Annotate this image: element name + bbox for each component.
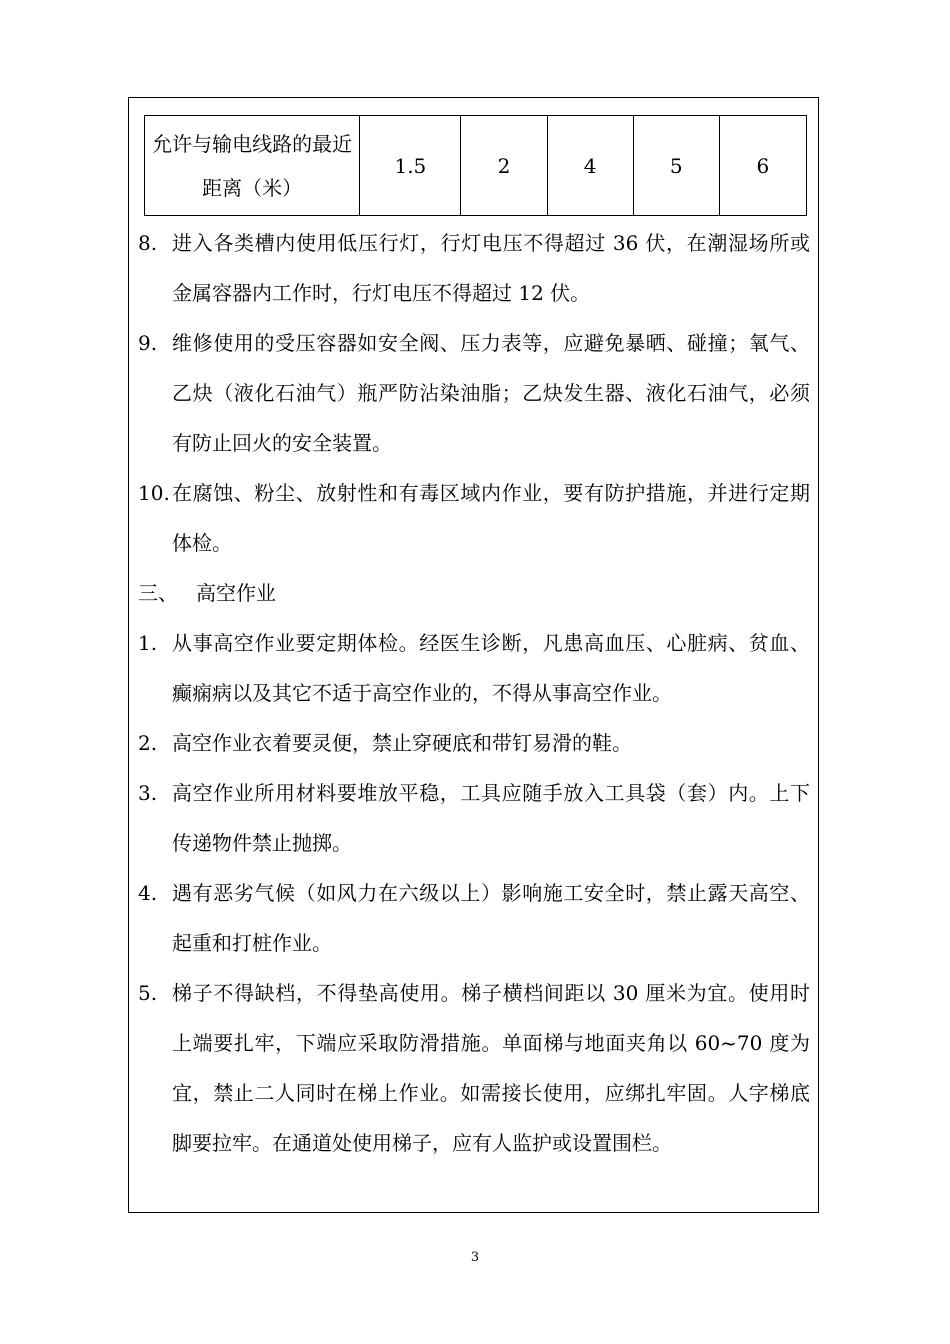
distance-value-cell: 4 xyxy=(547,116,633,216)
list-item xyxy=(138,768,810,868)
table-row xyxy=(145,116,807,216)
list-item xyxy=(138,618,810,718)
distance-table xyxy=(144,115,807,216)
distance-value-cell: 6 xyxy=(719,116,806,216)
distance-value-cell: 5 xyxy=(633,116,719,216)
item-number: 5. xyxy=(138,981,158,1005)
document-body xyxy=(138,218,810,1168)
item-text: 进入各类槽内使用低压行灯，行灯电压不得超过 36 伏，在潮湿场所或金属容器内工作时，行灯电压不得超过 12 伏。 xyxy=(172,231,810,305)
list-item xyxy=(138,868,810,968)
item-number: 1. xyxy=(138,631,158,655)
list-item xyxy=(138,468,810,568)
item-text: 梯子不得缺档，不得垫高使用。梯子横档间距以 30 厘米为宜。使用时上端要扎牢，下端应采取防滑措施。单面梯与地面夹角以 60~70 度为宜，禁止二人同时在梯上作业。如需接长使用，应绑扎牢固。人字梯底脚要拉牢。在通道处使用梯子，应有人监护或设置围栏。 xyxy=(172,981,810,1155)
section-title: 高空作业 xyxy=(196,581,276,605)
item-text: 在腐蚀、粉尘、放射性和有毒区域内作业，要有防护措施，并进行定期体检。 xyxy=(172,481,810,555)
item-number: 2. xyxy=(138,731,158,755)
distance-value-cell: 2 xyxy=(461,116,547,216)
item-number: 9. xyxy=(138,331,158,355)
distance-label-cell: 允许与输电线路的最近距离（米） xyxy=(145,116,360,216)
section-heading xyxy=(138,568,810,618)
item-number: 8. xyxy=(138,231,158,255)
page-number: 3 xyxy=(470,1250,480,1265)
item-text: 高空作业衣着要灵便，禁止穿硬底和带钉易滑的鞋。 xyxy=(172,731,632,755)
item-number: 3. xyxy=(138,781,158,805)
list-item xyxy=(138,318,810,468)
distance-value-cell: 1.5 xyxy=(360,116,461,216)
list-item xyxy=(138,218,810,318)
item-text: 高空作业所用材料要堆放平稳，工具应随手放入工具袋（套）内。上下传递物件禁止抛掷。 xyxy=(172,781,810,855)
section-number: 三、 xyxy=(138,581,178,605)
item-number: 4. xyxy=(138,881,158,905)
item-text: 遇有恶劣气候（如风力在六级以上）影响施工安全时，禁止露天高空、起重和打桩作业。 xyxy=(172,881,810,955)
item-number: 10. xyxy=(138,481,170,505)
list-item xyxy=(138,968,810,1168)
list-item xyxy=(138,718,810,768)
item-text: 维修使用的受压容器如安全阀、压力表等，应避免暴晒、碰撞；氧气、乙炔（液化石油气）瓶严防沾染油脂；乙炔发生器、液化石油气，必须有防止回火的安全装置。 xyxy=(172,331,810,455)
item-text: 从事高空作业要定期体检。经医生诊断，凡患高血压、心脏病、贫血、癫痫病以及其它不适于高空作业的，不得从事高空作业。 xyxy=(172,631,810,705)
